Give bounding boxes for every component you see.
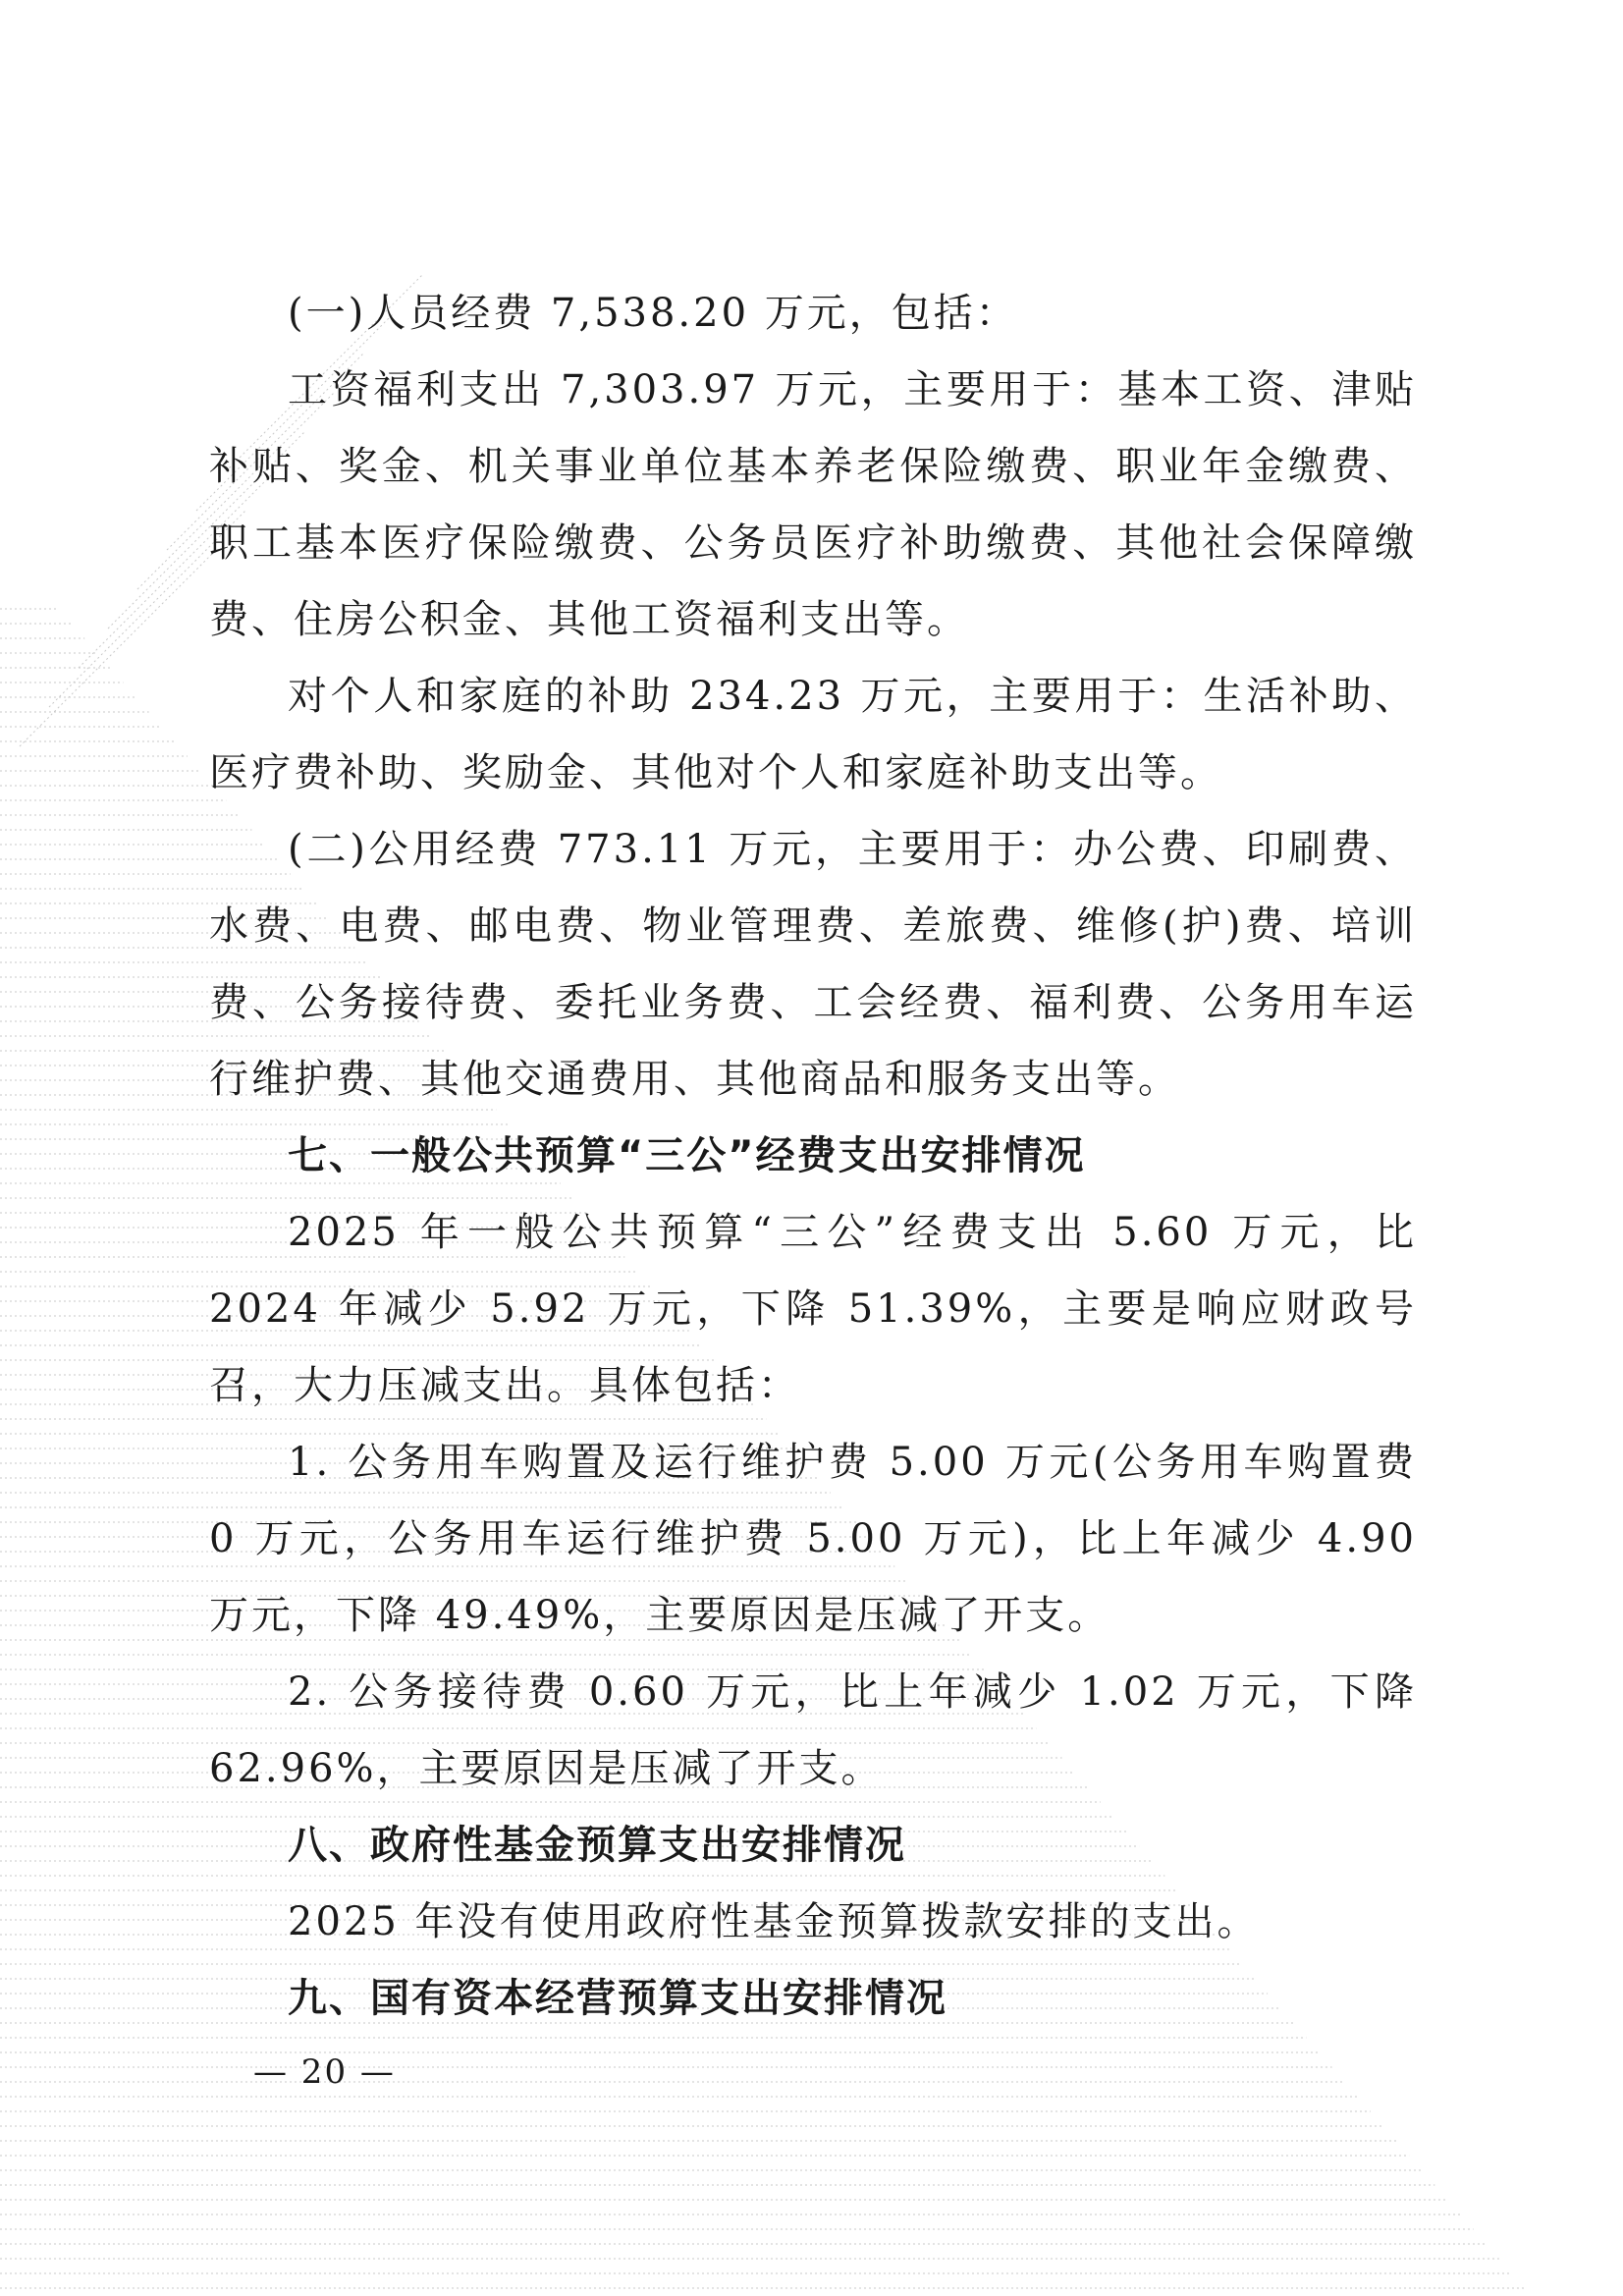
paragraph-government-fund: 2025 年没有使用政府性基金预算拨款安排的支出。 [288,1899,1260,1944]
section-heading-state-capital: 九、国有资本经营预算支出安排情况 [288,1976,947,2021]
paragraph-reception-expenses: 2. 公务接待费 0.60 万元，比上年减少 1.02 万元，下降 62.96%，主要原因是压减了开支。 [209,1669,1417,1791]
section-heading-three-public: 七、一般公共预算“三公”经费支出安排情况 [288,1133,1086,1178]
paragraph-vehicle-expenses: 1. 公务用车购置及运行维护费 5.00 万元(公务用车购置费 0 万元，公务用车运行维护费 5.00 万元)，比上年减少 4.90 万元，下降 49.49%，主要原因是压减了开支。 [209,1440,1417,1638]
paragraph-three-public-summary: 2025 年一般公共预算“三公”经费支出 5.60 万元，比 2024 年减少 5.92 万元，下降 51.39%，主要是响应财政号召，大力压减支出。具体包括： [209,1210,1417,1408]
document-body [209,275,1417,2037]
paragraph-public-expenses: (二)公用经费 773.11 万元，主要用于：办公费、印刷费、水费、电费、邮电费、物业管理费、差旅费、维修(护)费、培训费、公务接待费、委托业务费、工会经费、福利费、公务用车运行维护费、其他交通费用、其他商品和服务支出等。 [209,827,1417,1102]
section-heading-government-fund: 八、政府性基金预算支出安排情况 [288,1823,906,1868]
page-number: — 20 — [253,2052,396,2092]
paragraph-personnel-expenses: (一)人员经费 7,538.20 万元，包括： [288,291,1018,336]
paragraph-household-subsidy: 对个人和家庭的补助 234.23 万元，主要用于：生活补助、医疗费补助、奖励金、其他对个人和家庭补助支出等。 [209,674,1417,795]
paragraph-salary-welfare: 工资福利支出 7,303.97 万元，主要用于：基本工资、津贴补贴、奖金、机关事业单位基本养老保险缴费、职业年金缴费、职工基本医疗保险缴费、公务员医疗补助缴费、其他社会保障缴费、住房公积金、其他工资福利支出等。 [209,367,1417,642]
